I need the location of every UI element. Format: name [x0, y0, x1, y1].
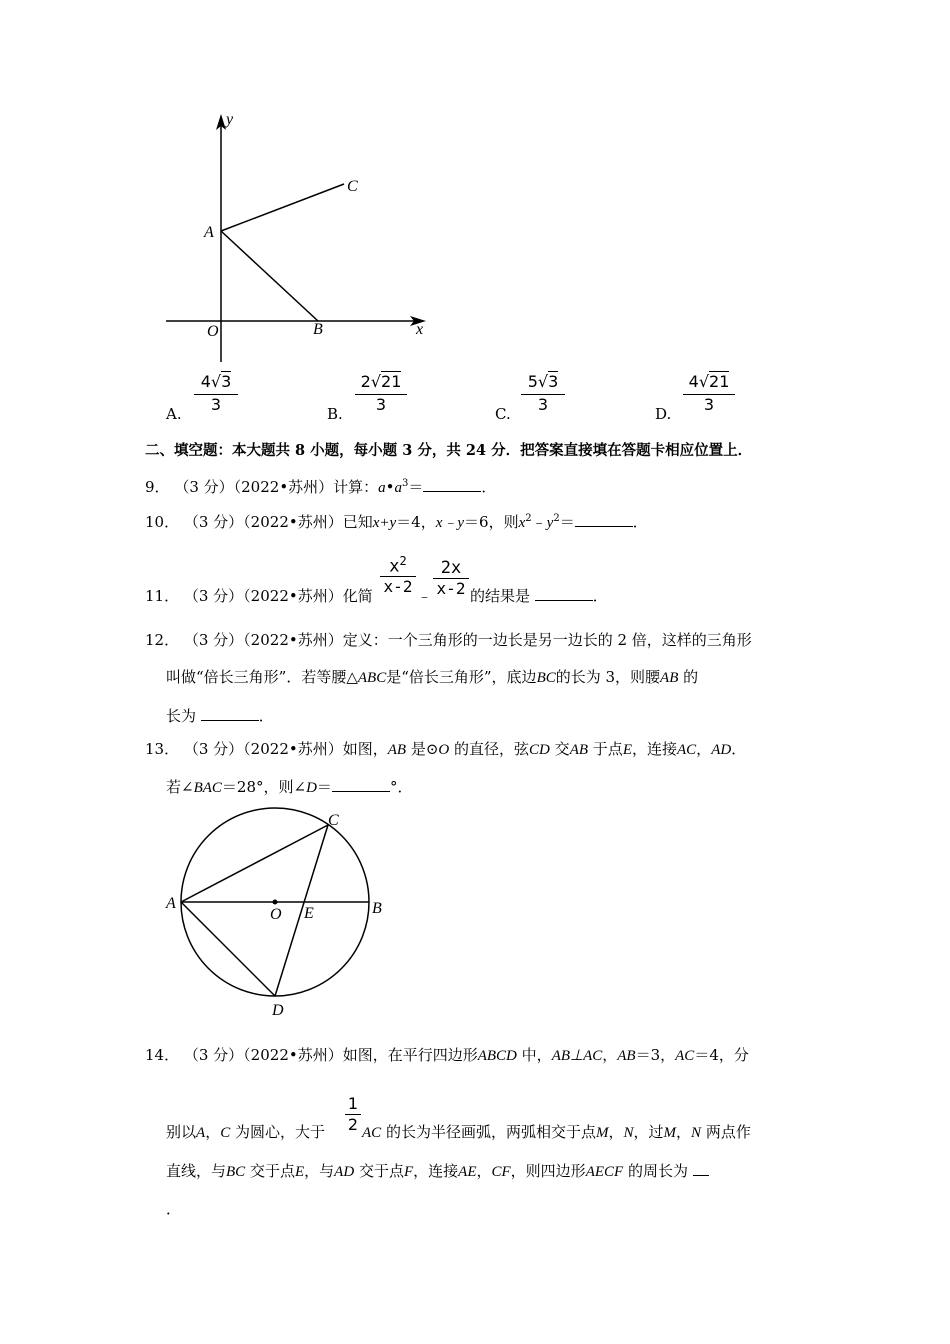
- answer-blank[interactable]: [332, 777, 390, 792]
- option-coef: 2: [360, 372, 371, 391]
- section-heading: 二、填空题：本大题共 8 小题，每小题 3 分，共 24 分．把答案直接填在答题卡相应位置上．: [145, 442, 753, 459]
- question-14-line3: [166, 1160, 709, 1183]
- var-ABC: ABC: [357, 670, 387, 686]
- text: ，连接: [413, 1162, 459, 1180]
- label-C: C: [347, 178, 358, 195]
- fraction-1: [380, 554, 416, 596]
- var-O: O: [438, 742, 450, 758]
- comma: ，: [476, 1162, 492, 1180]
- period: ．: [592, 587, 608, 605]
- var-N2: N: [691, 1125, 702, 1141]
- question-14-line2a: [166, 1121, 325, 1144]
- comma: ，: [696, 740, 712, 758]
- frac-den: x-2: [436, 579, 466, 598]
- text: 长为: [166, 707, 197, 725]
- expr-x-plus-y: x+y: [372, 515, 397, 531]
- period: ．: [481, 478, 497, 496]
- answer-blank[interactable]: [423, 477, 481, 492]
- text: ，连接: [631, 740, 677, 758]
- option-c[interactable]: [495, 372, 605, 422]
- option-radicand: 21: [381, 372, 402, 391]
- comma: ，: [205, 1123, 221, 1141]
- chord-AD: [181, 902, 275, 996]
- text: ，过: [633, 1123, 664, 1141]
- var-N: N: [623, 1125, 634, 1141]
- fraction-2: [433, 558, 469, 598]
- answer-blank[interactable]: [201, 706, 259, 721]
- text: ，则四边形: [510, 1162, 586, 1180]
- text: 别以: [166, 1123, 197, 1141]
- label-B: B: [313, 321, 323, 338]
- text: （3 分）（2022•苏州）如图，: [183, 740, 388, 758]
- var-ABCD: ABCD: [477, 1048, 517, 1064]
- var-M: M: [595, 1125, 609, 1141]
- minus: ﹣: [417, 587, 433, 605]
- q-number: 10．: [145, 513, 180, 531]
- var-AD: AD: [334, 1164, 355, 1180]
- answer-blank[interactable]: [693, 1161, 709, 1176]
- frac-num: x: [389, 556, 400, 577]
- text: ＝4，分: [694, 1046, 749, 1064]
- var-AD: AD: [711, 742, 732, 758]
- q-meta: （3 分）（2022•苏州）计算：: [174, 478, 379, 496]
- label-O: O: [270, 906, 282, 923]
- chord-CD: [275, 825, 328, 996]
- option-d[interactable]: [655, 372, 765, 422]
- var-y: y: [546, 515, 554, 531]
- var-AC: AC: [677, 742, 697, 758]
- segment-AB: [221, 231, 318, 321]
- text: 交于点: [358, 1162, 404, 1180]
- expr-AB-perp-AC: AB⊥AC: [551, 1048, 603, 1064]
- var-D: D: [306, 780, 317, 796]
- label-y: y: [226, 111, 234, 128]
- question-11: [145, 585, 373, 607]
- equals: ＝: [408, 478, 424, 496]
- q-number: 14．: [145, 1046, 180, 1064]
- question-14-line1: [145, 1044, 749, 1067]
- frac-num: 1: [347, 1094, 359, 1113]
- circle-figure: [160, 805, 400, 1025]
- option-fraction: [355, 372, 407, 414]
- equals: ＝: [559, 513, 575, 531]
- option-den: 3: [210, 395, 222, 414]
- period: ．: [632, 513, 648, 531]
- comma: ，: [676, 1123, 692, 1141]
- label-D: D: [272, 1002, 284, 1019]
- label-B: B: [372, 900, 382, 917]
- var-F: F: [403, 1164, 414, 1180]
- text: ＝: [316, 778, 332, 796]
- coordinate-figure: [160, 110, 440, 370]
- var-C: C: [220, 1125, 231, 1141]
- text: ＝4，: [396, 513, 436, 531]
- option-radicand: 3: [221, 372, 232, 391]
- exponent: 2: [399, 554, 407, 568]
- text: 的长为半径画弧，两弧相交于点: [385, 1123, 596, 1141]
- option-fraction: [194, 372, 238, 414]
- text: （3 分）（2022•苏州）定义：一个三角形的一边长是另一边长的 2 倍，这样的三角形: [183, 631, 752, 649]
- text: 交: [554, 740, 570, 758]
- var-AB2: AB: [569, 742, 589, 758]
- text: 叫做“倍长三角形”．若等腰△: [166, 668, 358, 686]
- var-E: E: [622, 742, 632, 758]
- frac-den: x-2: [383, 577, 413, 596]
- var-BAC: BAC: [193, 780, 222, 796]
- option-coef: 4: [200, 372, 211, 391]
- text: 是“倍长三角形”，底边: [386, 668, 537, 686]
- text: 的: [683, 668, 699, 686]
- var-x: x: [518, 515, 526, 531]
- text: （3 分）（2022•苏州）如图，在平行四边形: [183, 1046, 478, 1064]
- option-letter: D.: [655, 405, 672, 423]
- text: ＝3，: [635, 1046, 676, 1064]
- var-AC: AC: [675, 1048, 695, 1064]
- center-point: [273, 900, 278, 905]
- question-10: [145, 508, 648, 534]
- option-coef: 5: [527, 372, 538, 391]
- var-E: E: [294, 1164, 305, 1180]
- text: 的直径，弦: [454, 740, 530, 758]
- text: 若∠: [166, 778, 194, 796]
- question-9: [145, 473, 496, 499]
- circle-o: 是⊙: [410, 740, 439, 758]
- q-meta: （3 分）（2022•苏州）化简: [183, 587, 373, 605]
- var-a: a: [378, 480, 386, 496]
- question-13-line1: [145, 738, 746, 761]
- text: 的周长为: [627, 1162, 688, 1180]
- period: ．: [731, 740, 747, 758]
- dot-op: •: [385, 478, 395, 496]
- var-AECF: AECF: [585, 1164, 624, 1180]
- label-O: O: [207, 323, 219, 340]
- question-11-tail: [470, 585, 608, 607]
- sqrt-icon: √: [210, 372, 222, 391]
- var-M2: M: [663, 1125, 677, 1141]
- option-a[interactable]: [166, 372, 276, 422]
- option-fraction: [521, 372, 565, 414]
- question-14-end: ．: [166, 1200, 182, 1218]
- var-A: A: [196, 1125, 206, 1141]
- var-a2: a: [394, 480, 403, 496]
- answer-blank[interactable]: [575, 512, 633, 527]
- option-den: 3: [537, 395, 549, 414]
- expr-x-minus-y: x﹣y: [435, 515, 465, 531]
- q-number: 11．: [145, 587, 180, 605]
- var-AC: AC: [362, 1125, 382, 1141]
- q-number: 9．: [145, 478, 170, 496]
- text: ，与: [304, 1162, 335, 1180]
- option-radicand: 21: [709, 372, 730, 391]
- var-AB: AB: [387, 742, 407, 758]
- q-meta: （3 分）（2022•苏州）已知: [183, 513, 373, 531]
- minus: ﹣: [531, 513, 547, 531]
- var-BC: BC: [536, 670, 556, 686]
- option-den: 3: [703, 395, 715, 414]
- label-A: A: [166, 895, 176, 912]
- sqrt-icon: √: [537, 372, 549, 391]
- question-13-line2: [166, 776, 412, 799]
- label-x: x: [416, 321, 424, 338]
- var-AE: AE: [458, 1164, 477, 1180]
- frac-num: 2x: [440, 558, 462, 578]
- text: 交于点: [249, 1162, 295, 1180]
- exponent: 3: [402, 478, 409, 489]
- text: 中，: [521, 1046, 552, 1064]
- option-letter: B.: [327, 405, 343, 423]
- exponent: 2: [525, 513, 532, 524]
- text: ＝28°，则∠: [221, 778, 307, 796]
- text: 的长为 3，则腰: [555, 668, 661, 686]
- text: ＝6，则: [464, 513, 519, 531]
- text: 的结果是: [470, 587, 531, 605]
- var-BC: BC: [226, 1164, 246, 1180]
- q-number: 12．: [145, 631, 180, 649]
- exponent: 2: [553, 513, 560, 524]
- label-E: E: [304, 905, 314, 922]
- text: 直线，与: [166, 1162, 227, 1180]
- var-CD: CD: [529, 742, 550, 758]
- option-den: 3: [375, 395, 387, 414]
- half-fraction: [345, 1094, 361, 1134]
- option-radicand: 3: [548, 372, 559, 391]
- question-12-line2: [166, 666, 698, 689]
- label-A: A: [204, 224, 214, 241]
- text: 为圆心，大于: [235, 1123, 326, 1141]
- question-12-line1: [145, 629, 752, 651]
- var-AB: AB: [617, 1048, 636, 1064]
- var-AB: AB: [660, 670, 679, 686]
- label-C: C: [328, 812, 339, 829]
- frac-den: 2: [347, 1115, 359, 1134]
- sqrt-icon: √: [698, 372, 710, 391]
- chord-AC: [181, 825, 328, 902]
- option-letter: A.: [166, 405, 182, 423]
- option-coef: 4: [688, 372, 699, 391]
- degree-end: °．: [389, 778, 413, 796]
- option-fraction: [683, 372, 735, 414]
- comma: ，: [608, 1123, 624, 1141]
- segment-AC: [221, 184, 344, 231]
- question-14-line2b: [362, 1121, 751, 1144]
- text: 两点作: [705, 1123, 751, 1141]
- q-number: 13．: [145, 740, 180, 758]
- period: ．: [258, 707, 274, 725]
- question-12-line3: [166, 705, 274, 727]
- comma: ，: [602, 1046, 618, 1064]
- sqrt-icon: √: [370, 372, 382, 391]
- option-b[interactable]: [327, 372, 437, 422]
- text: 于点: [592, 740, 623, 758]
- var-CF: CF: [491, 1164, 511, 1180]
- option-letter: C.: [495, 405, 511, 423]
- answer-blank[interactable]: [535, 586, 593, 601]
